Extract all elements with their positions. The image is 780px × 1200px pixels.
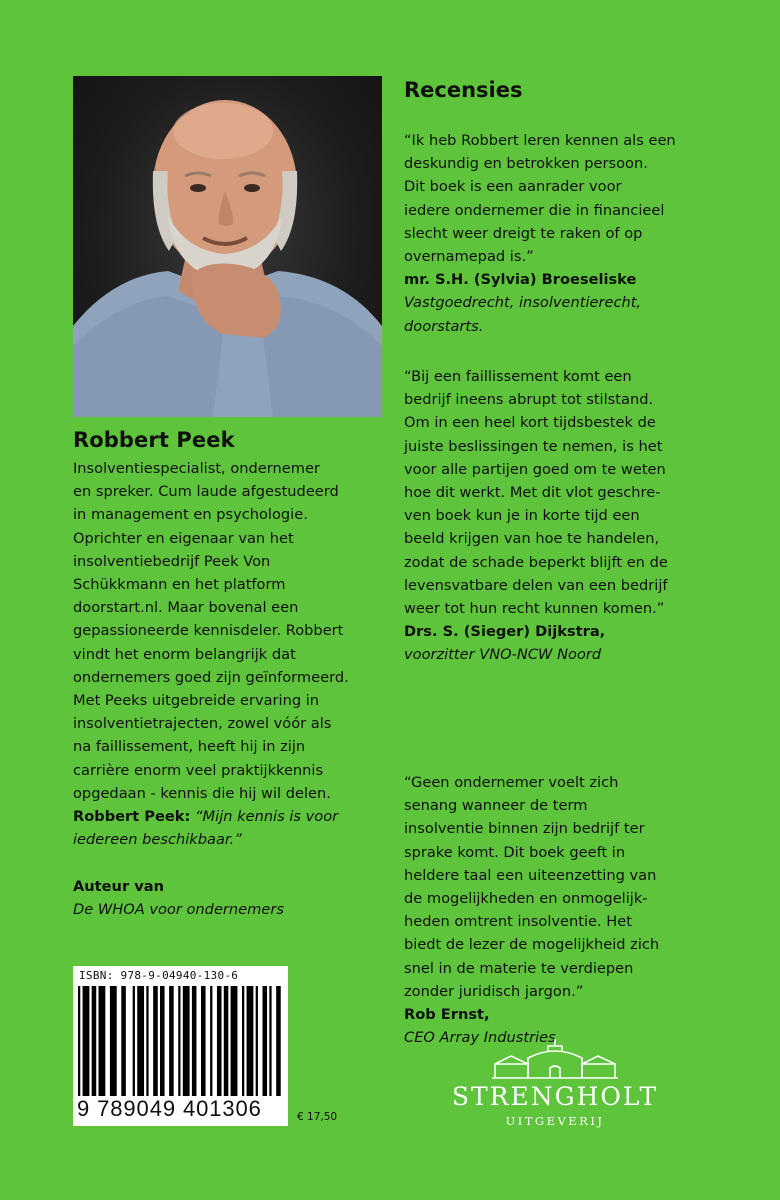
building-icon [490, 1038, 620, 1080]
bio-line: en spreker. Cum laude afgestudeerd [73, 483, 339, 501]
author-quote-label: Robbert Peek: [73, 808, 191, 826]
barcode-bar [169, 986, 174, 1096]
review-line: zodat de schade beperkt blijft en de [404, 553, 668, 571]
other-work-label: Auteur van [73, 878, 164, 895]
review-line: Dit boek is een aanrader voor [404, 178, 622, 196]
publisher-name: STRENGHOLT [451, 1082, 659, 1111]
review-line: iedere ondernemer die in financieel [404, 201, 665, 219]
review-line: Om in een heel kort tijdsbestek de [404, 414, 656, 432]
bio-line: in management en psychologie. [73, 506, 308, 524]
bio-line: Oprichter en eigenaar van het [73, 529, 294, 547]
review-line: insolventie binnen zijn bedrijf ter [404, 820, 645, 838]
reviewer-name: Drs. S. (Sieger) Dijkstra, [404, 623, 606, 641]
barcode-bar [201, 986, 206, 1096]
barcode-bar [178, 986, 180, 1096]
reviewer-title: Vastgoedrecht, insolventierecht, [404, 294, 642, 312]
bio-line: vindt het enorm belangrijk dat [73, 645, 296, 663]
author-quote-line: iedereen beschikbaar.” [73, 831, 242, 849]
barcode-bar [146, 986, 148, 1096]
barcode-bar [83, 986, 90, 1096]
review-line: snel in de materie te verdiepen [404, 959, 634, 977]
review-line: levensvatbare delen van een bedrijf [404, 576, 668, 594]
barcode-bar [137, 986, 144, 1096]
review [404, 129, 734, 338]
reviewer-title: CEO Array Industries [404, 1029, 556, 1047]
reviewer-title: doorstarts. [404, 317, 484, 335]
bio-line: carrière enorm veel praktijkkennis [73, 761, 324, 779]
bio-line: insolventiebedrijf Peek Von [73, 552, 271, 570]
review-line: slecht weer dreigt te raken of op [404, 224, 643, 242]
reviewer-title: voorzitter VNO-NCW Noord [404, 646, 602, 664]
barcode-bar [110, 986, 117, 1096]
review-line: “Bij een faillissement komt een [404, 368, 632, 385]
reviews-heading: Recensies [404, 78, 523, 102]
review-line: ven boek kun je in korte tijd een [404, 507, 640, 525]
barcode-bar [247, 986, 254, 1096]
price: € 17,50 [297, 1111, 338, 1123]
publisher-logo [430, 1038, 680, 1148]
reviewer-name: mr. S.H. (Sylvia) Broeseliske [404, 271, 637, 289]
review-line: senang wanneer de term [404, 797, 588, 815]
review [404, 365, 734, 667]
barcode-bar [269, 986, 271, 1096]
bio-line: opgedaan - kennis die hij wil delen. [73, 784, 331, 802]
barcode-bar [92, 986, 97, 1096]
barcode-bar [231, 986, 238, 1096]
review-line: “Ik heb Robbert leren kennen als een [404, 132, 676, 149]
author-quote-line [73, 805, 403, 828]
bio-line: Schükkmann en het platform [73, 576, 286, 594]
barcode-digits: 9 789049 401306 [77, 1096, 262, 1121]
barcode-bar [263, 986, 268, 1096]
publisher-subtitle: UITGEVERIJ [505, 1114, 605, 1128]
review-line: juiste beslissingen te nemen, is het [404, 437, 663, 455]
review-line: de mogelijkheden en onmogelijk- [404, 890, 648, 908]
isbn-label: ISBN: 978-9-04940-130-6 [79, 969, 239, 982]
barcode-bar [78, 986, 80, 1096]
author-name: Robbert Peek [73, 428, 235, 452]
review-line: sprake komt. Dit boek geeft in [404, 843, 626, 861]
bio-line: Met Peeks uitgebreide ervaring in [73, 692, 320, 710]
bio-line: gepassioneerde kennisdeler. Robbert [73, 622, 344, 640]
barcode-bar [153, 986, 158, 1096]
barcode-bar [217, 986, 222, 1096]
reviewer-name: Rob Ernst, [404, 1006, 490, 1024]
bio-line: na faillissement, heeft hij in zijn [73, 738, 306, 756]
other-work-title: De WHOA voor ondernemers [73, 901, 284, 918]
review-line: biedt de lezer de mogelijkheid zich [404, 936, 660, 954]
barcode-bar [276, 986, 281, 1096]
review-line: weer tot hun recht kunnen komen.” [404, 600, 665, 618]
review-line: zonder juridisch jargon.” [404, 982, 584, 1000]
barcode-bar [183, 986, 190, 1096]
barcode-bar [192, 986, 197, 1096]
review-line: overnamepad is.” [404, 248, 534, 266]
barcode-bars [77, 986, 284, 1096]
bio-line: insolventietrajecten, zowel vóór als [73, 715, 332, 733]
author-photo [73, 76, 382, 417]
review-line: voor alle partijen goed om te weten [404, 460, 666, 478]
review-line: hoe dit werkt. Met dit vlot geschre- [404, 484, 661, 502]
author-quote-text: “Mijn kennis is voor [194, 808, 339, 826]
barcode-bar [256, 986, 258, 1096]
review [404, 771, 734, 1049]
bio-line: ondernemers goed zijn geïnformeerd. [73, 668, 349, 686]
barcode-bar [99, 986, 106, 1096]
review-line: deskundig en betrokken persoon. [404, 155, 648, 173]
bio-line: Insolventiespecialist, ondernemer [73, 460, 320, 477]
barcode-bar [160, 986, 165, 1096]
barcode-bar [224, 986, 229, 1096]
review-line: beeld krijgen van hoe te handelen, [404, 530, 660, 548]
review-line: bedrijf ineens abrupt tot stilstand. [404, 391, 654, 409]
author-bio [73, 457, 403, 851]
bio-line: doorstart.nl. Maar bovenal een [73, 599, 299, 617]
barcode-bar [210, 986, 212, 1096]
review-line: heldere taal een uiteenzetting van [404, 866, 657, 884]
barcode-bar [121, 986, 126, 1096]
review-line: heden omtrent insolventie. Het [404, 913, 632, 931]
barcode [73, 966, 288, 1126]
review-line: “Geen ondernemer voelt zich [404, 774, 619, 791]
barcode-bar [133, 986, 135, 1096]
barcode-bar [242, 986, 244, 1096]
